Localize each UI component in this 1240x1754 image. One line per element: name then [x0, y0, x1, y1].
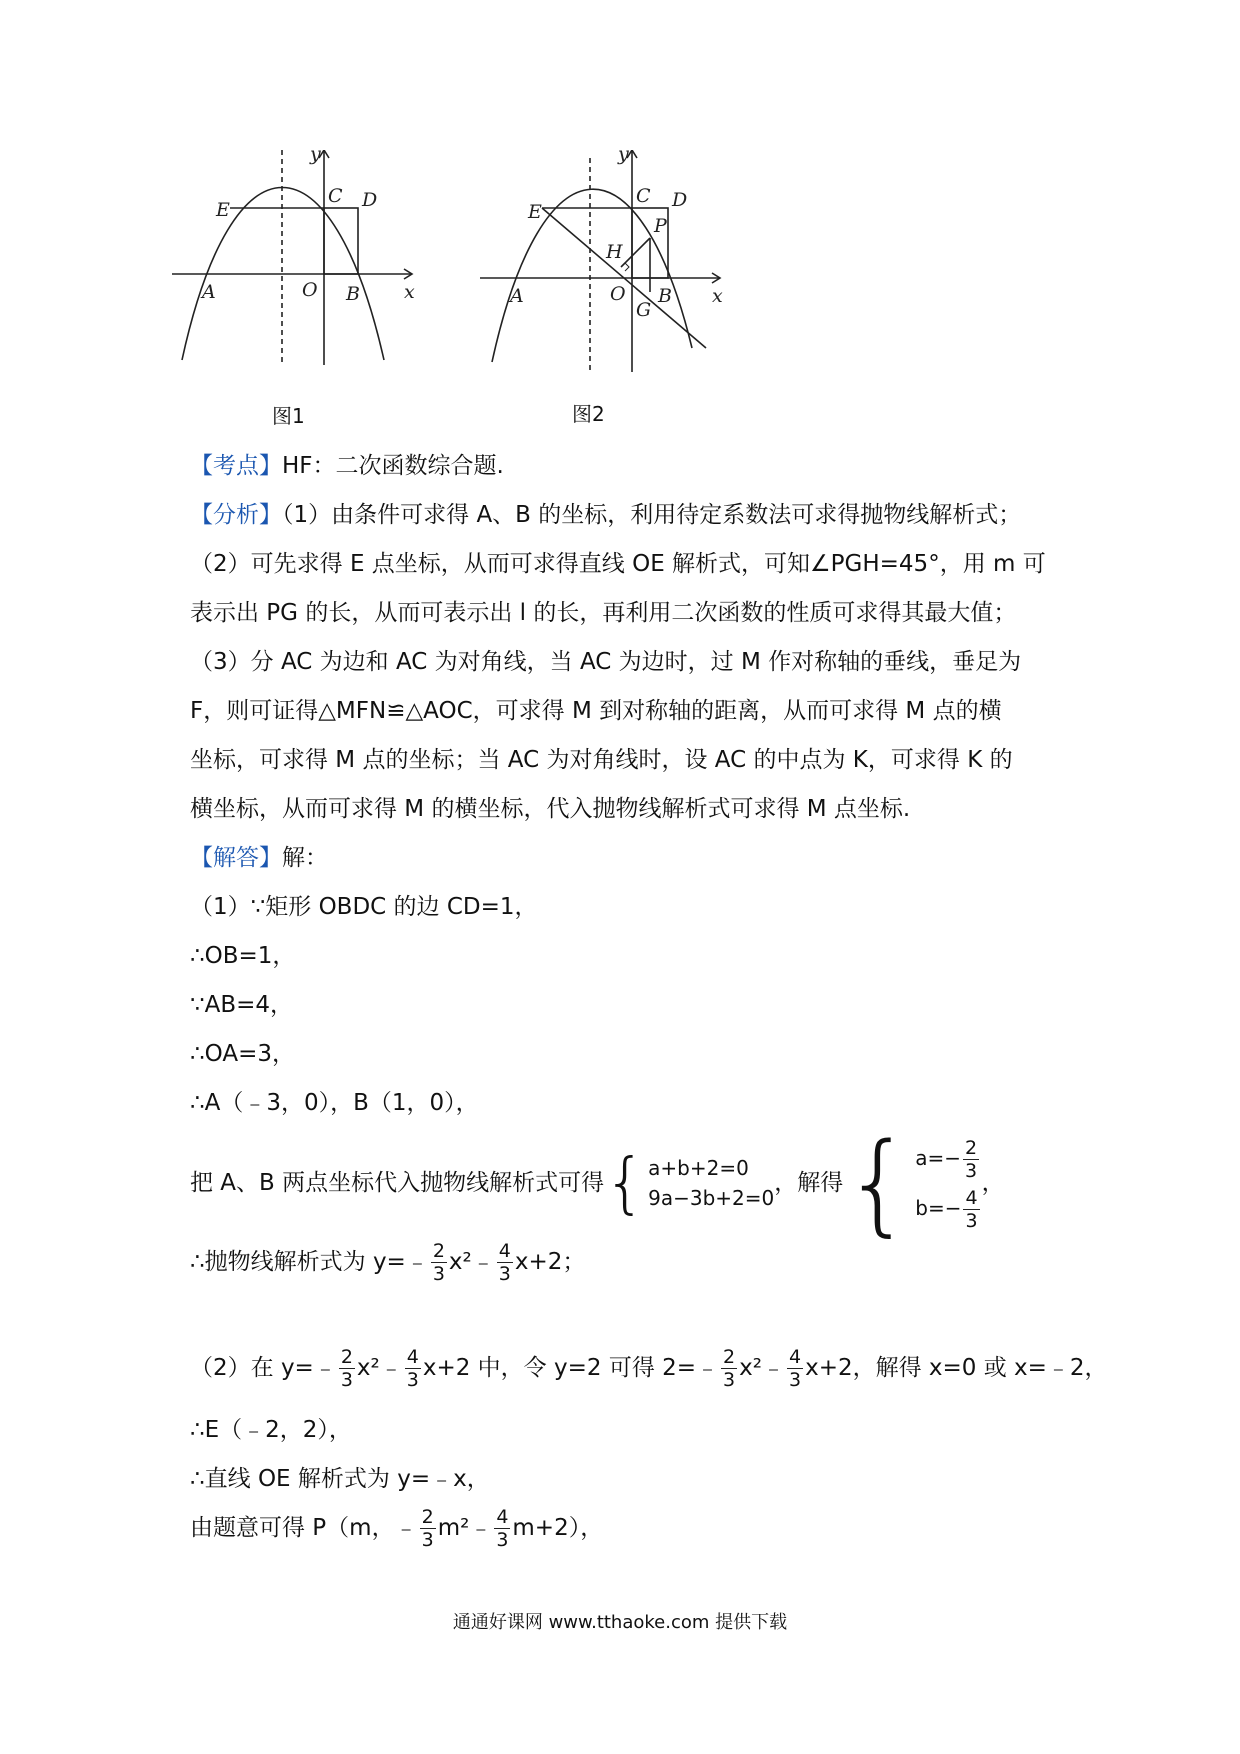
label-a: A [202, 281, 216, 303]
right-angle-mark [625, 263, 629, 271]
fenxi-line-5: F，则可证得△MFN≌△AOC，可求得 M 到对称轴的距离，从而可求得 M 点的横 [190, 698, 1002, 724]
fraction: $\frac{4}{3}$ [406, 1346, 419, 1391]
jieda-start: 解： [282, 845, 328, 871]
label-x: x [712, 285, 723, 307]
fraction: $\frac{4}{3}$ [498, 1240, 511, 1285]
step-5: ∴A（﹣3，0），B（1，0）， [190, 1090, 479, 1116]
fenxi-line-3: 表示出 PG 的长，从而可表示出 l 的长，再利用二次函数的性质可求得其最大值； [190, 600, 1017, 626]
solution-b: b=− $\frac{4}{3}$ [915, 1187, 978, 1232]
solution-text [190, 442, 1108, 1566]
fraction: $\frac{2}{3}$ [421, 1506, 434, 1551]
fraction: $\frac{2}{3}$ [965, 1137, 978, 1182]
figure-1 [172, 150, 432, 395]
step-1: （1）∵矩形 OBDC 的边 CD=1， [190, 894, 538, 920]
figure-2 [480, 150, 740, 395]
label-o: O [610, 283, 626, 305]
step-6: 把 A、B 两点坐标代入抛物线解析式可得 { a+b+2=0 9a−3b+2=0 ，解得 { a=− $\frac{2}{3}$ b=− $\frac{4}{3}$ ， [190, 1119, 1005, 1247]
solution-a: a=− $\frac{2}{3}$ [915, 1137, 978, 1182]
label-a: A [510, 285, 524, 307]
kaodian-line [190, 442, 1070, 491]
label-g: G [636, 299, 652, 321]
label-y: y [618, 150, 629, 165]
fenxi-line-6: 坐标，可求得 M 点的坐标；当 AC 为对角线时，设 AC 的中点为 K，可求得 K 的 [190, 747, 1013, 773]
label-e: E [528, 201, 542, 223]
figure-2-caption: 图2 [572, 402, 605, 426]
fraction: $\frac{4}{3}$ [788, 1346, 802, 1391]
solution-system [843, 1119, 981, 1247]
step-6-text: 把 A、B 两点坐标代入抛物线解析式可得 [190, 1169, 605, 1196]
label-d: D [672, 189, 688, 211]
figures [180, 150, 800, 440]
fenxi-line-7: 横坐标，从而可求得 M 的横坐标，代入抛物线解析式可求得 M 点坐标. [190, 796, 911, 822]
step-6-solve: ，解得 [774, 1169, 844, 1196]
fraction: $\frac{2}{3}$ [432, 1240, 445, 1285]
jieda-tag: 【解答】 [190, 845, 282, 871]
equation-system [604, 1144, 775, 1221]
footer-watermark: 通通好课网 www.tthaoke.com 提供下载 [452, 1612, 788, 1633]
equation-2: 9a−3b+2=0 [648, 1186, 775, 1210]
fenxi-line-4: （3）分 AC 为边和 AC 为对角线，当 AC 为边时，过 M 作对称轴的垂线，垂足为 [190, 649, 1022, 675]
equation-1: a+b+2=0 [648, 1156, 749, 1180]
step-10: ∴直线 OE 解析式为 y=﹣x， [190, 1466, 490, 1492]
figure-1-caption: 图1 [272, 404, 305, 428]
step-11: 由题意可得 P（m，﹣ $\frac{2}{3}$ m²﹣ $\frac{4}{3}$ m+2）， [190, 1506, 604, 1551]
fenxi-line-2: （2）可先求得 E 点坐标，从而可求得直线 OE 解析式，可知∠PGH=45°，用 m 可 [190, 551, 1046, 577]
kaodian-tag: 【考点】 [190, 453, 282, 479]
fenxi-text: （1）由条件可求得 A、B 的坐标，利用待定系数法可求得抛物线解析式； [282, 502, 1022, 528]
fraction: $\frac{4}{3}$ [496, 1506, 509, 1551]
fraction: $\frac{2}{3}$ [723, 1346, 736, 1391]
brace: { [604, 1144, 647, 1221]
label-c: C [636, 185, 651, 207]
step-4: ∴OA=3， [190, 1041, 295, 1067]
label-b: B [658, 285, 672, 307]
brace: { [843, 1119, 914, 1247]
kaodian-text: HF：二次函数综合题. [282, 453, 504, 479]
label-c: C [328, 185, 343, 207]
step-3: ∵AB=4， [190, 992, 294, 1018]
fraction: $\frac{4}{3}$ [965, 1187, 978, 1232]
label-o: O [302, 279, 318, 301]
segment-ph [621, 238, 650, 267]
label-b: B [346, 283, 360, 305]
label-p: P [654, 215, 667, 237]
step-9: ∴E（﹣2，2）， [190, 1417, 352, 1443]
label-d: D [362, 189, 378, 211]
label-e: E [216, 199, 230, 221]
step-2: ∴OB=1， [190, 943, 296, 969]
fenxi-line-1 [190, 491, 1070, 540]
label-h: H [606, 241, 623, 263]
jieda-line [190, 834, 1070, 883]
step-7: ∴抛物线解析式为 y=﹣ $\frac{2}{3}$ x²﹣ $\frac{4}{3}$ x+2； [190, 1240, 586, 1285]
step-8: （2）在 y=﹣ $\frac{2}{3}$ x²﹣ $\frac{4}{3}$ x+2 中，令 y=2 可得 2=﹣ $\frac{2}{3}$ x²﹣ $\frac{4}{3}$ x+2，解得 x=0 或 x=﹣2， [190, 1346, 1108, 1391]
label-x: x [404, 281, 415, 303]
label-y: y [310, 150, 321, 165]
fenxi-tag: 【分析】 [190, 502, 282, 528]
fraction: $\frac{2}{3}$ [340, 1346, 353, 1391]
